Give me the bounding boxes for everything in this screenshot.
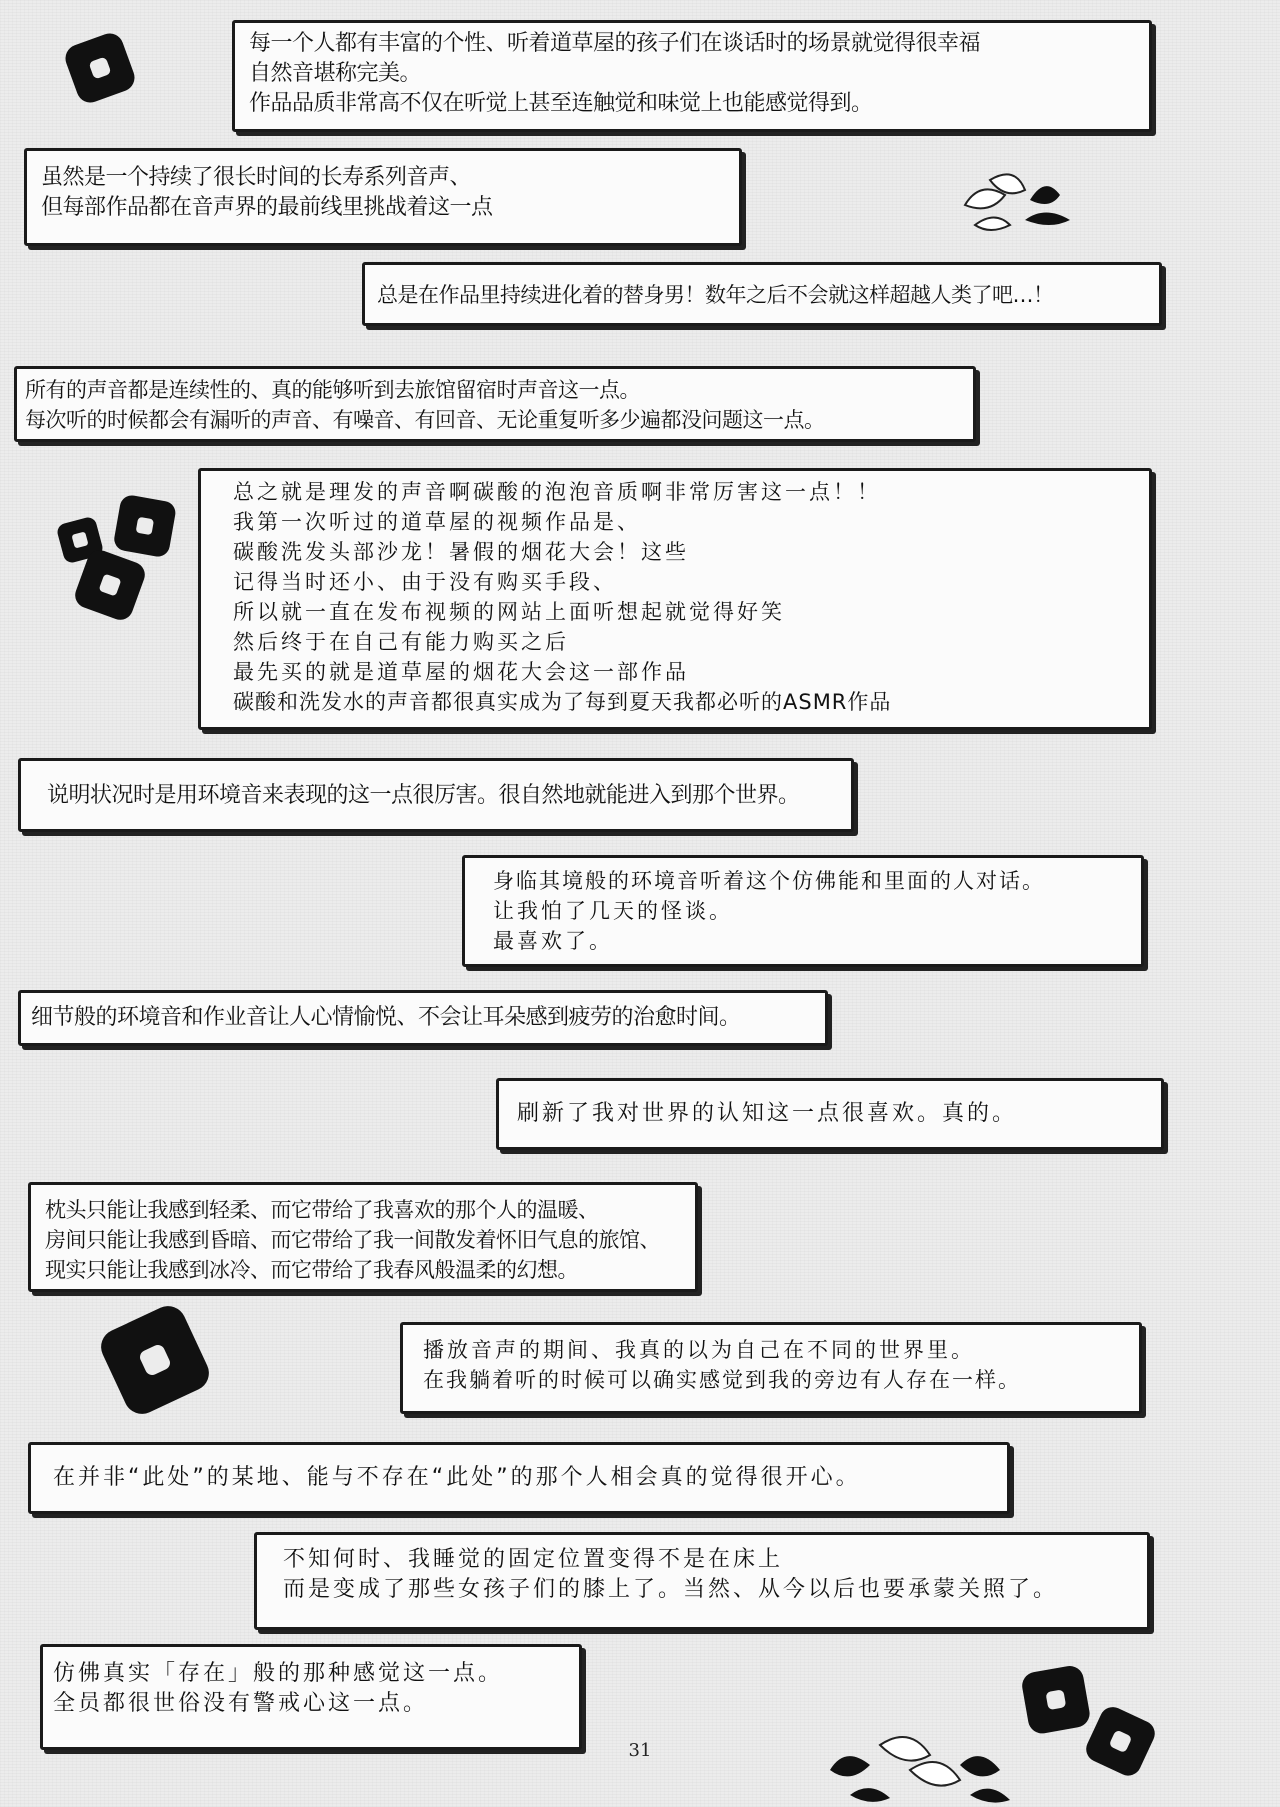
comment-line: 但每部作品都在音声界的最前线里挑战着这一点 [41, 195, 493, 220]
comment-box [14, 366, 976, 442]
comment-box [496, 1078, 1164, 1150]
comment-box [232, 20, 1152, 132]
comment-line: 所以就一直在发布视频的网站上面听想起就觉得好笑 [233, 600, 785, 624]
comment-line: 身临其境般的环境音听着这个仿佛能和里面的人对话。 [493, 869, 1045, 893]
comment-box [198, 468, 1152, 730]
comment-box [254, 1532, 1150, 1630]
comment-box [462, 855, 1144, 967]
comment-line: 每次听的时候都会有漏听的声音、有噪音、有回音、无论重复听多少遍都没问题这一点。 [25, 408, 825, 432]
comment-line: 让我怕了几天的怪谈。 [493, 899, 733, 923]
comment-line: 作品品质非常高不仅在听觉上甚至连触觉和味觉上也能感觉得到。 [249, 91, 873, 116]
comment-box [362, 262, 1162, 326]
page-number: 31 [628, 1740, 652, 1761]
square-rings-pair-icon [1020, 1660, 1170, 1780]
comment-line: 在并非“此处”的某地、能与不存在“此处”的那个人相会真的觉得很开心。 [53, 1465, 861, 1490]
comment-line: 总是在作品里持续进化着的替身男！数年之后不会就这样超越人类了吧…！ [377, 283, 1054, 307]
comment-line: 最先买的就是道草屋的烟花大会这一部作品 [233, 660, 689, 684]
comment-line: 仿佛真实「存在」般的那种感觉这一点。 [53, 1661, 504, 1686]
comment-line: 记得当时还小、由于没有购买手段、 [233, 570, 617, 594]
comment-line: 在我躺着听的时候可以确实感觉到我的旁边有人存在一样。 [423, 1368, 1021, 1392]
comment-line: 细节般的环境音和作业音让人心情愉悦、不会让耳朵感到疲劳的治愈时间。 [31, 1005, 741, 1030]
comment-line: 碳酸洗发头部沙龙！暑假的烟花大会！这些 [233, 540, 689, 564]
comment-line: 播放音声的期间、我真的以为自己在不同的世界里。 [423, 1338, 975, 1362]
comment-box [40, 1644, 582, 1750]
comment-box [28, 1442, 1010, 1514]
comment-line: 碳酸和洗发水的声音都很真实成为了每到夏天我都必听的ASMR作品 [233, 690, 892, 714]
comment-line: 所有的声音都是连续性的、真的能够听到去旅馆留宿时声音这一点。 [25, 378, 640, 402]
comment-line: 每一个人都有丰富的个性、听着道草屋的孩子们在谈话时的场景就觉得很幸福 [249, 31, 981, 56]
square-rings-cluster-icon [55, 490, 185, 620]
comment-line: 枕头只能让我感到轻柔、而它带给了我喜欢的那个人的温暖、 [45, 1198, 599, 1222]
comment-line: 虽然是一个持续了很长时间的长寿系列音声、 [41, 165, 472, 190]
leaf-ornament-icon [820, 1720, 1020, 1807]
comment-box [28, 1182, 698, 1292]
comment-line: 我第一次听过的道草屋的视频作品是、 [233, 510, 641, 534]
comment-line: 而是变成了那些女孩子们的膝上了。当然、从今以后也要承蒙关照了。 [283, 1577, 1059, 1602]
comment-line: 总之就是理发的声音啊碳酸的泡泡音质啊非常厉害这一点！！ [233, 480, 881, 504]
comment-line: 刷新了我对世界的认知这一点很喜欢。真的。 [517, 1101, 1018, 1126]
leaf-ornament-icon [960, 165, 1080, 235]
comment-line: 全员都很世俗没有警戒心这一点。 [53, 1691, 429, 1716]
comment-line: 自然音堪称完美。 [249, 61, 422, 86]
comment-box [18, 990, 828, 1046]
comment-line: 不知何时、我睡觉的固定位置变得不是在床上 [283, 1547, 784, 1572]
comment-line: 现实只能让我感到冰冷、而它带给了我春风般温柔的幻想。 [45, 1258, 578, 1282]
comment-box [24, 148, 742, 246]
comment-line: 房间只能让我感到昏暗、而它带给了我一间散发着怀旧气息的旅馆、 [45, 1228, 660, 1252]
square-ring-ornament-icon [95, 1300, 215, 1420]
square-ring-ornament-icon [60, 28, 140, 108]
comment-box [18, 758, 854, 832]
comment-line: 然后终于在自己有能力购买之后 [233, 630, 569, 654]
comment-box [400, 1322, 1142, 1414]
comment-line: 最喜欢了。 [493, 929, 613, 953]
comment-line: 说明状况时是用环境音来表现的这一点很厉害。很自然地就能进入到那个世界。 [47, 783, 800, 808]
